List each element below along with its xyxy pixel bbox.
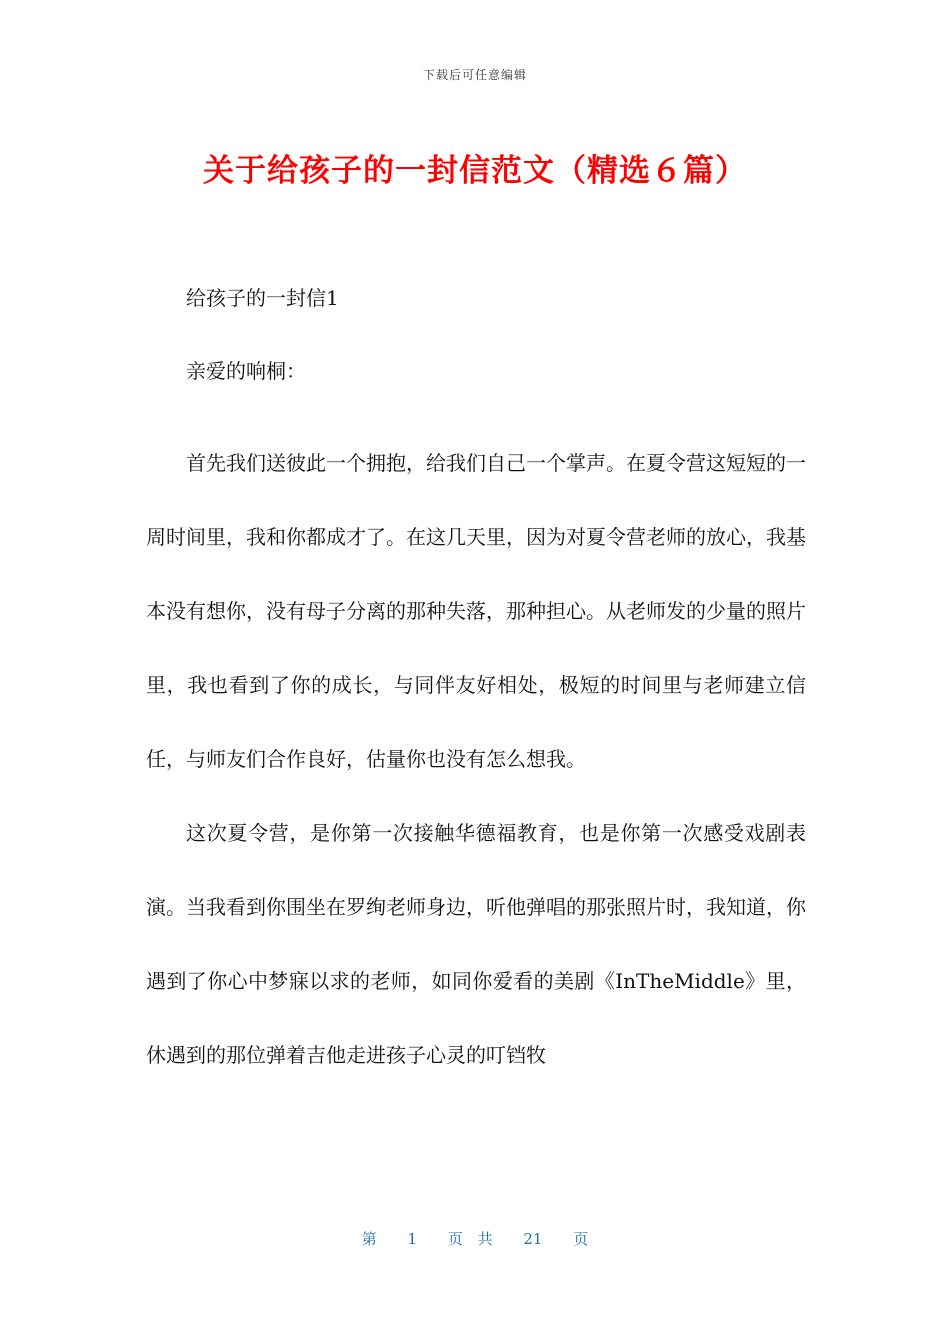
body-paragraph-2: 这次夏令营，是你第一次接触华德福教育，也是你第一次感受戏剧表演。当我看到你围坐在罗绚老师身边，听他弹唱的那张照片时，我知道，你遇到了你心中梦寐以求的老师，如同你爱看的美剧《InTheMiddle》里，休遇到的那位弹着吉他走进孩子心灵的叮铛牧 [146, 821, 806, 1067]
body-paragraph-1: 首先我们送彼此一个拥抱，给我们自己一个掌声。在夏令营这短短的一周时间里，我和你都成才了。在这几天里，因为对夏令营老师的放心，我基本没有想你，没有母子分离的那种失落，那种担心。从老师发的少量的照片里，我也看到了你的成长，与同伴友好相处，极短的时间里与老师建立信任，与师友们合作良好，估量你也没有怎么想我。 [146, 451, 806, 771]
page-footer [0, 1228, 950, 1249]
footer-page-current: 1 [407, 1230, 418, 1248]
document-title: 关于给孩子的一封信范文（精选６篇） [203, 153, 747, 189]
footer-page-total: 21 [523, 1230, 543, 1248]
header-note: 下载后可任意编辑 [422, 68, 527, 82]
letter-subheading: 给孩子的一封信1 [186, 286, 339, 310]
footer-label-pre: 第 [361, 1230, 377, 1248]
letter-greeting: 亲爱的响桐： [186, 359, 306, 383]
document-body [146, 280, 806, 1092]
footer-label-post: 页 [573, 1230, 589, 1248]
footer-label-mid: 页 共 [447, 1230, 493, 1248]
